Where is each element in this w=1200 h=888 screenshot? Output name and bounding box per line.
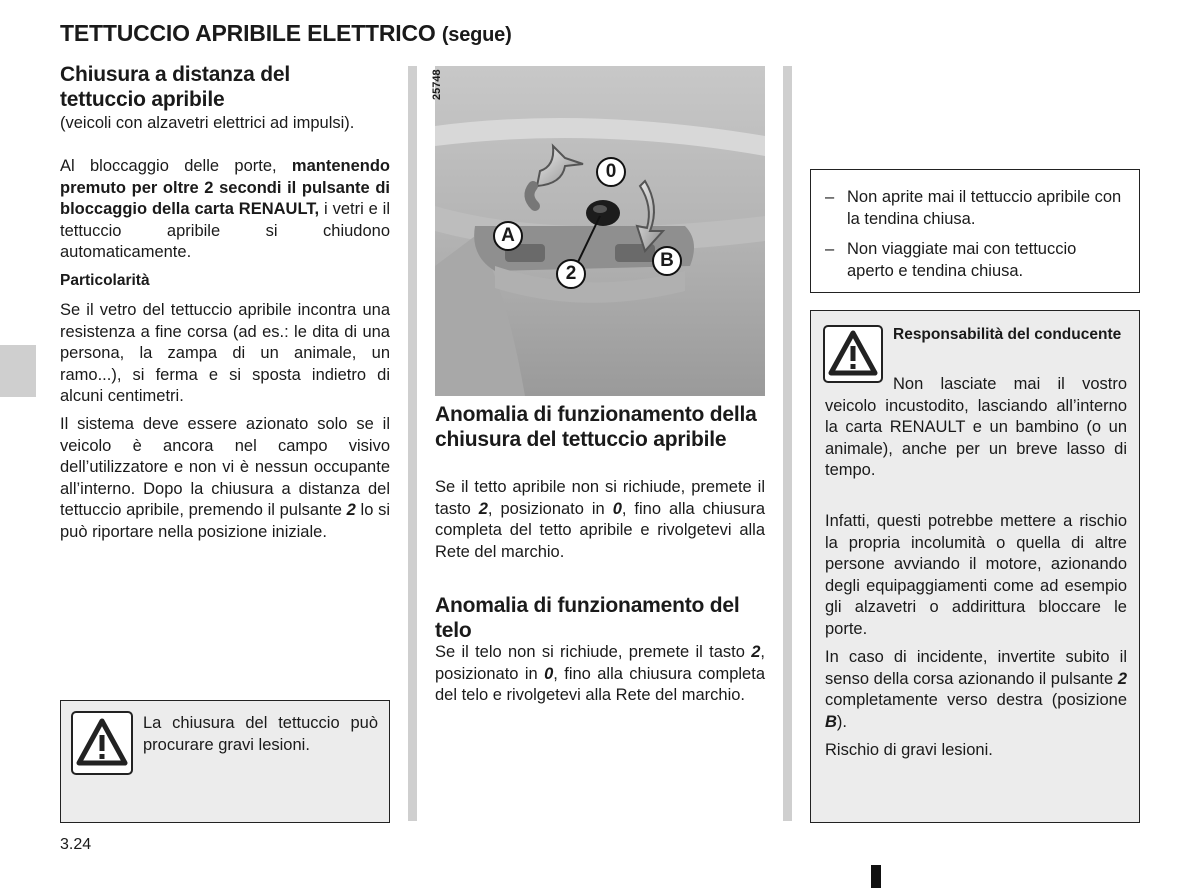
particolarita-paragraph: Se il vetro del tettuccio apribile incontra una resistenza a fine corsa (ad es.: le dita di una persona, la zampa di un animale, un ramo...), si ferma e si sposta indietro di alcuni centimetri. [60, 301, 390, 405]
remote-closing-text: Al bloccaggio delle porte, [60, 157, 292, 175]
roof-console-photo [431, 66, 765, 396]
section2-text: Se il telo non si richiude, premete il tasto [435, 643, 752, 661]
remote-closing-bold-text: mantenendo premuto per oltre 2 secondi il pulsante di bloccaggio della carta RENAULT, [60, 157, 390, 218]
section2-paragraph [435, 642, 765, 707]
section1-text-mid: , posizionato in [487, 499, 613, 518]
note-item-2-text: Non viaggiate mai con tettuccio aperto e tendina chiusa. [847, 240, 1077, 280]
responsibility-paragraph-3 [825, 647, 1127, 733]
photo-code-text: 25748 [431, 69, 443, 100]
callout-0: 0 [596, 157, 626, 187]
particolarita-heading: Particolarità [60, 272, 150, 289]
button-number: 2 [346, 501, 356, 519]
warning-text: La chiusura del tettuccio può procurare gravi lesioni. [143, 714, 378, 754]
note-item-2 [825, 239, 1127, 282]
page-title-suffix: (segue) [441, 24, 512, 46]
warning-icon [71, 711, 133, 775]
responsibility-text: In caso di incidente, invertite subito il senso della corsa azionando il pulsante [825, 648, 1127, 688]
section2-text-end: , fino alla chiusura completa del telo e rivolgetevi alla Rete del marchio. [435, 664, 765, 704]
remote-closing-intro: (veicoli con alzavetri elettrici ad impulsi). [60, 114, 355, 132]
responsibility-heading: Responsabilità del conducente [893, 326, 1122, 343]
section1-position: 0 [612, 499, 622, 518]
section1-text: Se il tetto apribile non si richiude, premete il tasto [435, 478, 765, 518]
section1-text-end: , fino alla chiusura completa del tetto apribile e rivolgetevi alla Rete del marchio. [435, 499, 765, 561]
section2-position: 0 [544, 664, 554, 683]
section1-paragraph [435, 477, 765, 563]
page-marker-bar [871, 865, 881, 888]
remote-closing-heading [60, 62, 390, 112]
callout-A: A [493, 221, 523, 251]
system-usage-paragraph [60, 414, 390, 543]
responsibility-paragraph-4: Rischio di gravi lesioni. [825, 741, 993, 759]
callout-2: 2 [556, 259, 586, 289]
note-item-1 [825, 187, 1127, 230]
note-dash: – [825, 240, 835, 258]
remote-closing-heading-line2: tettuccio apribile [60, 88, 225, 111]
responsibility-text-end: ). [836, 712, 848, 731]
photo-code [431, 69, 459, 110]
section1-heading: Anomalia di funzionamento della chiusura del tettuccio apribile [435, 403, 757, 451]
system-usage-text-end: lo si può riportare nella posizione iniziale. [60, 501, 390, 541]
remote-closing-text-end: i vetri e il tettuccio apribile si chiudono automaticamente. [60, 200, 391, 261]
responsibility-paragraph-1: Non lasciate mai il vostro veicolo incustodito, lasciando all’interno la carta RENAULT e un bambino (o un animale), anche per un breve lasso di tempo. [825, 375, 1127, 479]
responsibility-text-mid: completamente verso destra (posizione [825, 691, 1127, 709]
page-title-main: TETTUCCIO APRIBILE ELETTRICO [60, 20, 436, 46]
note-item-1-text: Non aprite mai il tettuccio apribile con la tendina chiusa. [847, 188, 1122, 228]
column-separator-right [783, 66, 792, 821]
section2-heading: Anomalia di funzionamento del telo [435, 594, 740, 642]
system-usage-text: Il sistema deve essere azionato solo se il veicolo è ancora nel campo visivo dell’utilizzatore e non vi è nessun occupante all’interno. Dopo la chiusura a distanza del tettuccio apribile, premendo il pulsante [60, 415, 390, 519]
section1-button-number: 2 [478, 499, 488, 518]
note-dash: – [825, 188, 835, 206]
warning-box-right [810, 310, 1140, 823]
responsibility-button-number: 2 [1117, 669, 1127, 688]
section2-button-number: 2 [751, 643, 761, 661]
callout-B: B [652, 246, 682, 276]
column-separator-left [408, 66, 417, 821]
responsibility-position: B [825, 712, 837, 731]
chapter-tab [0, 345, 36, 397]
responsibility-paragraph-2: Infatti, questi potrebbe mettere a rischio la propria incolumità o quella di altre persone avviando il motore, azionando degli equipaggiamenti come ad esempio gli alzavetri o addirittura bloccare le porte. [825, 512, 1127, 638]
remote-closing-paragraph [60, 156, 390, 264]
section2-text-mid: , posizionato in [435, 643, 765, 683]
note-box [810, 169, 1140, 293]
page-title [60, 20, 512, 47]
remote-closing-heading-line1: Chiusura a distanza del [60, 63, 290, 86]
warning-box-left [60, 700, 390, 823]
page-number: 3.24 [60, 836, 92, 853]
